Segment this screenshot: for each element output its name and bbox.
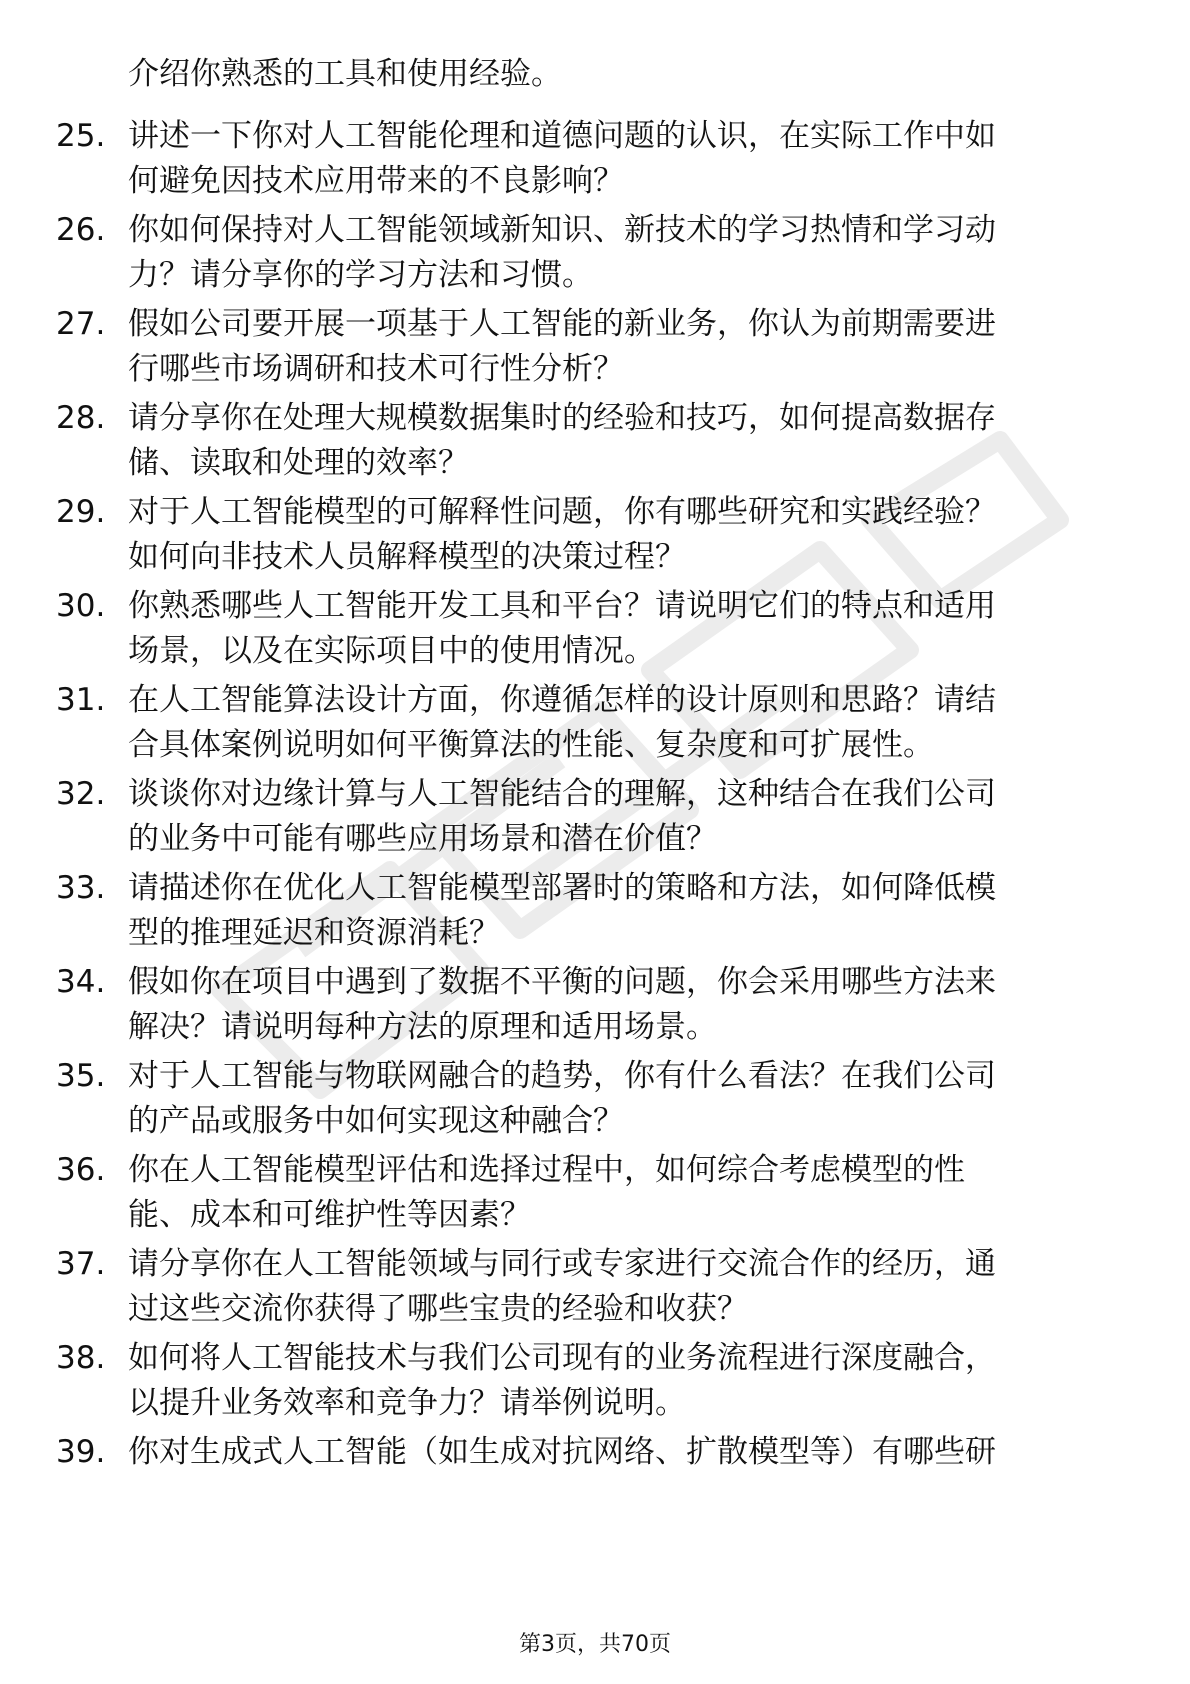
question-text-line: 讲述一下你对人工智能伦理和道德问题的认识，在实际工作中如 bbox=[128, 118, 996, 154]
question-item bbox=[0, 394, 1190, 488]
question-text-line: 场景，以及在实际项目中的使用情况。 bbox=[128, 633, 655, 669]
question-item bbox=[0, 1146, 1190, 1240]
question-item bbox=[0, 112, 1190, 206]
question-text-line: 你如何保持对人工智能领域新知识、新技术的学习热情和学习动 bbox=[128, 212, 996, 248]
question-text-line: 请分享你在处理大规模数据集时的经验和技巧，如何提高数据存 bbox=[128, 400, 996, 436]
continuation-text: 介绍你熟悉的工具和使用经验。 bbox=[128, 56, 562, 92]
question-text-line: 你熟悉哪些人工智能开发工具和平台？请说明它们的特点和适用 bbox=[128, 588, 996, 624]
question-item bbox=[0, 1428, 1190, 1522]
question-number: 33. bbox=[56, 870, 106, 906]
question-number: 35. bbox=[56, 1058, 106, 1094]
question-list bbox=[0, 112, 1190, 1522]
question-text-line: 行哪些市场调研和技术可行性分析？ bbox=[128, 351, 624, 387]
question-text-line: 如何将人工智能技术与我们公司现有的业务流程进行深度融合， bbox=[128, 1340, 996, 1376]
question-item bbox=[0, 300, 1190, 394]
question-text-line: 对于人工智能模型的可解释性问题，你有哪些研究和实践经验？ bbox=[128, 494, 996, 530]
question-text-line: 何避免因技术应用带来的不良影响？ bbox=[128, 163, 624, 199]
question-item bbox=[0, 864, 1190, 958]
question-item bbox=[0, 1240, 1190, 1334]
page-footer: 第3页，共70页 bbox=[519, 1632, 671, 1657]
question-item bbox=[0, 1052, 1190, 1146]
question-number: 39. bbox=[56, 1434, 106, 1470]
question-item bbox=[0, 1334, 1190, 1428]
question-text-line: 过这些交流你获得了哪些宝贵的经验和收获？ bbox=[128, 1291, 748, 1327]
question-text-line: 在人工智能算法设计方面，你遵循怎样的设计原则和思路？请结 bbox=[128, 682, 996, 718]
question-text-line: 请分享你在人工智能领域与同行或专家进行交流合作的经历，通 bbox=[128, 1246, 996, 1282]
question-text-line: 的产品或服务中如何实现这种融合？ bbox=[128, 1103, 624, 1139]
question-number: 36. bbox=[56, 1152, 106, 1188]
question-number: 26. bbox=[56, 212, 106, 248]
question-item bbox=[0, 582, 1190, 676]
question-text-line: 假如公司要开展一项基于人工智能的新业务，你认为前期需要进 bbox=[128, 306, 996, 342]
question-number: 30. bbox=[56, 588, 106, 624]
question-item bbox=[0, 206, 1190, 300]
question-number: 29. bbox=[56, 494, 106, 530]
question-item bbox=[0, 958, 1190, 1052]
question-item bbox=[0, 488, 1190, 582]
question-item bbox=[0, 770, 1190, 864]
question-number: 27. bbox=[56, 306, 106, 342]
question-text-line: 如何向非技术人员解释模型的决策过程？ bbox=[128, 539, 686, 575]
question-text-line: 型的推理延迟和资源消耗？ bbox=[128, 915, 500, 951]
question-text-line: 谈谈你对边缘计算与人工智能结合的理解，这种结合在我们公司 bbox=[128, 776, 996, 812]
question-number: 25. bbox=[56, 118, 106, 154]
question-text-line: 以提升业务效率和竞争力？请举例说明。 bbox=[128, 1385, 686, 1421]
question-text-line: 的业务中可能有哪些应用场景和潜在价值？ bbox=[128, 821, 717, 857]
question-text-line: 储、读取和处理的效率？ bbox=[128, 445, 469, 481]
question-text-line: 你在人工智能模型评估和选择过程中，如何综合考虑模型的性 bbox=[128, 1152, 965, 1188]
question-text-line: 你对生成式人工智能（如生成对抗网络、扩散模型等）有哪些研 bbox=[128, 1434, 996, 1470]
question-text-line: 假如你在项目中遇到了数据不平衡的问题，你会采用哪些方法来 bbox=[128, 964, 996, 1000]
question-number: 34. bbox=[56, 964, 106, 1000]
question-text-line: 对于人工智能与物联网融合的趋势，你有什么看法？在我们公司 bbox=[128, 1058, 996, 1094]
question-text-line: 合具体案例说明如何平衡算法的性能、复杂度和可扩展性。 bbox=[128, 727, 934, 763]
question-number: 28. bbox=[56, 400, 106, 436]
question-text-line: 力？请分享你的学习方法和习惯。 bbox=[128, 257, 593, 293]
question-item bbox=[0, 676, 1190, 770]
question-text-line: 解决？请说明每种方法的原理和适用场景。 bbox=[128, 1009, 717, 1045]
question-number: 32. bbox=[56, 776, 106, 812]
question-text-line: 请描述你在优化人工智能模型部署时的策略和方法，如何降低模 bbox=[128, 870, 996, 906]
question-number: 38. bbox=[56, 1340, 106, 1376]
question-text-line: 能、成本和可维护性等因素？ bbox=[128, 1197, 531, 1233]
question-number: 31. bbox=[56, 682, 106, 718]
question-number: 37. bbox=[56, 1246, 106, 1282]
